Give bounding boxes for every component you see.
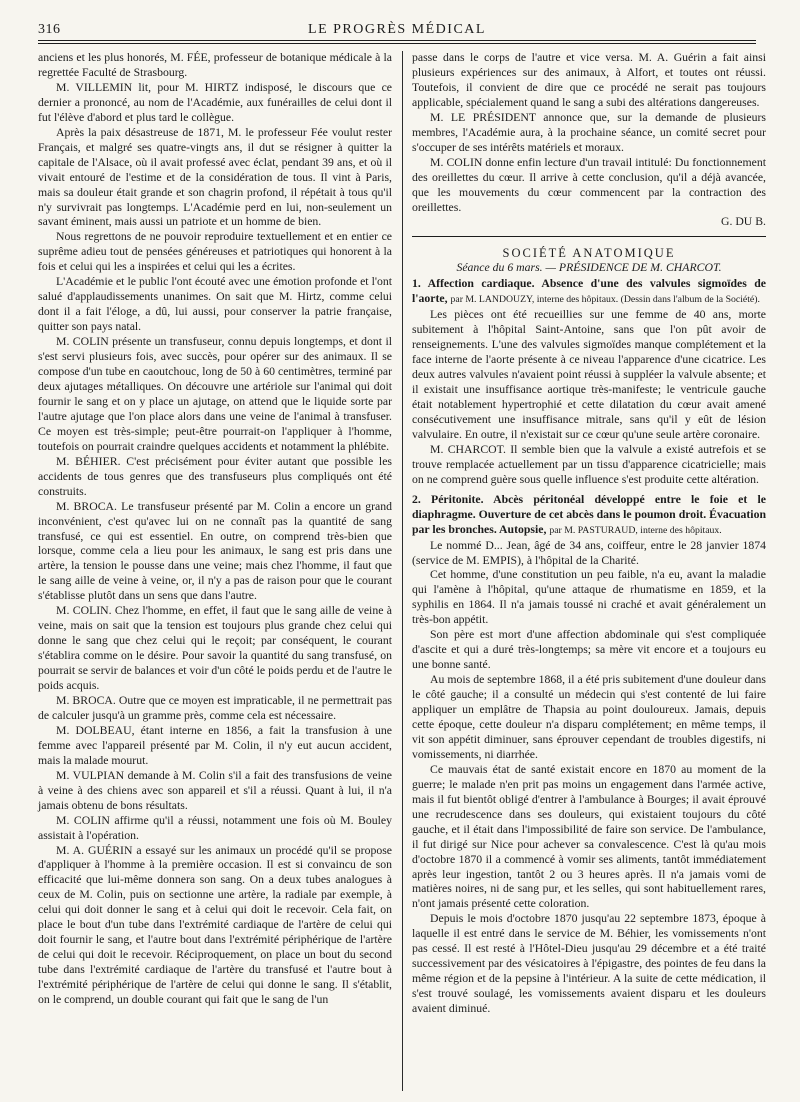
- header-rule: [38, 40, 756, 41]
- paragraph: M. BROCA. Outre que ce moyen est impraticable, il ne permettrait pas de calculer jusqu'à un gramme près, comme cela est nécessaire.: [38, 693, 392, 722]
- paragraph: M. VULPIAN demande à M. Colin s'il a fait des transfusions de veine à veine à des chiens avec son appareil et s'il a réussi. Quant à lui, il n'a jamais obtenu de bons résultats.: [38, 768, 392, 812]
- paragraph: Ce mauvais état de santé existait encore en 1870 au moment de la guerre; le malade n'en prit pas moins un engagement dans l'armée active, mais il fut bientôt obligé d'entrer à l'ambulance à Bourges; il avait éprouvé une recrudescence dans ses douleurs, qui existaient toujours du côté gauche, et il était dans l'impossibilité de faire son service. De l'ambulance, il fut dirigé sur Nice pour achever sa convalescence. C'est là qu'au mois d'octobre 1870 il a commencé à vomir ses aliments, tantôt immédiatement après leur ingestion, tantôt 2 ou 3 heures après. Il n'a jamais vomi de matières noires, ni de sang pur, et les selles, qui sont habituellement rares, n'ont jamais présenté cette coloration.: [412, 762, 766, 911]
- paragraph: Le nommé D... Jean, âgé de 34 ans, coiffeur, entre le 28 janvier 1874 (service de M. EMPIS), à l'hôpital de la Charité.: [412, 538, 766, 567]
- paragraph: M. DOLBEAU, étant interne en 1856, a fait la transfusion à une femme avec l'appareil présenté par M. Colin, il n'y eut aucun accident, mais la malade mourut.: [38, 723, 392, 767]
- article-title: 1. Affection cardiaque. Absence d'une des valvules sigmoïdes de l'aorte,: [412, 277, 766, 306]
- paragraph: Depuis le mois d'octobre 1870 jusqu'au 22 septembre 1873, époque à laquelle il est entré dans le service de M. Béhier, les vomissements n'ont pas cessé. Il est resté à l'Hôtel-Dieu jusqu'au 29 décembre et a été traité successivement par des vésicatoires à l'épigastre, des pointes de feu dans la même région et de la pepsine à l'intérieur. A la suite de cette médication, il s'est trouvé soulagé, les vomissements avaient disparu et les douleurs avaient diminué.: [412, 912, 766, 1016]
- paragraph: anciens et les plus honorés, M. FÉE, professeur de botanique médicale à la regrettée Faculté de Strasbourg.: [38, 51, 392, 79]
- paragraph: M. BROCA. Le transfuseur présenté par M. Colin a encore un grand inconvénient, c'est qu'avec lui on ne connaît pas la quantité de sang transfusé, ce qui est essentiel. En outre, on comprend très-bien que lorsque, comme cela a lieu pour les animaux, le sang est pris dans une artère, la tension le pousse dans une veine; mais chez l'homme, il faut que le sang aille de veine à veine, or, il n'y a pas de raison pour que le courant s'établisse plutôt dans un sens que dans l'autre.: [38, 499, 392, 603]
- journal-title: LE PROGRÈS MÉDICAL: [308, 22, 486, 37]
- paragraph: Après la paix désastreuse de 1871, M. le professeur Fée voulut rester Français, et malgré ses quatre-vingts ans, il dut se résigner à quitter la capitale de l'Alsace, où il avait professé avec éclat, pendant 39 ans, et où il vivait entouré de l'estime et de la considération de tous. Il vint à Paris, mais sa douleur était grande et son chagrin profond, il répétait à tous qu'il n'y survivrait pas longtemps. L'Académie perd en lui, non-seulement un savant éminent, mais aussi un patriote et un homme de bien.: [38, 125, 392, 229]
- paragraph: M. LE PRÉSIDENT annonce que, sur la demande de plusieurs membres, l'Académie aura, à la prochaine séance, un comité secret pour s'occuper de ses intérêts matériels et moraux.: [412, 110, 766, 154]
- article-title: 2. Péritonite. Abcès péritonéal développé entre le foie et le diaphragme. Ouverture de cet abcès dans le poumon droit. Évacuation par les bronches. Autopsie,: [412, 492, 766, 536]
- section-title: SOCIÉTÉ ANATOMIQUE: [502, 246, 676, 261]
- paragraph: L'Académie et le public l'ont écouté avec une émotion profonde et l'ont salué d'applaudissements unanimes. On sait que M. Hirtz, comme celui dont il a fait l'éloge, a dû, lui aussi, pour conserver la patrie française, quitter son pays natal.: [38, 275, 392, 334]
- paragraph: Les pièces ont été recueillies sur une femme de 40 ans, morte subitement à l'hôpital Saint-Antoine, sans que l'on pût avoir de renseignements. L'une des valvules sigmoïdes manque complétement et la face interne de l'aorte présente à ce niveau l'apparence d'une cicatrice. Les deux autres valvules n'avaient point réussi à suppléer la valvule absente; et il existait une insuffisance aortique très-manifeste; le ventricule gauche était notablement hypertrophié et cette dilatation du cœur avait amené consécutivement une insuffisance mitrale, sans qu'il y eût de lésion valvulaire. En outre, il n'existait sur ce cœur qu'une seule artère coronaire.: [412, 308, 766, 441]
- article-byline: par M. PASTURAUD, interne des hôpitaux.: [549, 524, 722, 536]
- paragraph: Son père est mort d'une affection abdominale qui s'est compliquée d'ascite et qui a duré très-longtemps; sa mère vit encore et a toujours eu une bonne santé.: [412, 628, 766, 672]
- paragraph: M. COLIN affirme qu'il a réussi, notamment une fois où M. Bouley assistait à l'opération.: [38, 813, 392, 842]
- section-divider: [412, 236, 766, 237]
- paragraph: M. BÉHIER. C'est précisément pour éviter autant que possible les accidents de tous genres que des transfuseurs plus compliqués ont été construits.: [38, 454, 392, 498]
- paragraph: M. COLIN. Chez l'homme, en effet, il faut que le sang aille de veine à veine, mais on sait que la tension est toujours plus grande chez celui qui donne le sang que chez celui qui le reçoit; par conséquent, le courant s'établira comme on le désire. Pour savoir la quantité du sang transfusé, on pourrait se servir de balances et voir d'un côté le poids perdu et de l'autre le poids acquis.: [38, 604, 392, 693]
- article-heading: [412, 277, 766, 308]
- author-signature: G. DU B.: [720, 215, 766, 229]
- paragraph: M. VILLEMIN lit, pour M. HIRTZ indisposé, le discours que ce dernier a prononcé, au nom de l'Académie, aux funérailles de celui dont il fut l'élève d'abord et plus tard le collègue.: [38, 80, 392, 124]
- paragraph: Au mois de septembre 1868, il a été pris subitement d'une douleur dans le côté gauche; il a consulté un médecin qui s'est contenté de lui faire appliquer un emplâtre de Thapsia au point douloureux. Jamais, depuis cette époque, cette douleur n'a disparu complétement; en même temps, il vit son appétit diminuer, sans éprouver cependant de troubles digestifs, ni vomissements, ni diarrhée.: [412, 673, 766, 761]
- paragraph: M. CHARCOT. Il semble bien que la valvule a existé autrefois et se trouve remplacée actuellement par un tissu d'apparence cicatricielle; mais on ne comprend guère sous quelle influence s'est produite cette altération.: [412, 442, 766, 486]
- paragraph: M. A. GUÉRIN a essayé sur les animaux un procédé qu'il se propose d'appliquer à l'homme à la première occasion. Il est si convaincu de son efficacité que lui-même donnera son sang. On a deux tubes analogues à ceux de M. Colin, puis on sectionne une artère, la radiale par exemple, à celui qui doit donner le sang et à celui qui doit le recevoir. Cela fait, on place le bout d'un tube dans l'extrémité cardiaque de l'artère de celui qui doit fournir le sang, et l'autre bout dans l'extrémité périphérique de l'artère de celui qui doit le recevoir. Réciproquement, on place un bout du second tube dans l'extrémité cardiaque de l'artère du transfusé et l'autre bout à l'extrémité périphérique de l'artère de celui qui donne le sang. Il s'établit, on le comprend, un double courant qui fait que le sang de l'un: [38, 843, 392, 1007]
- article-byline: par M. LANDOUZY, interne des hôpitaux. (Dessin dans l'album de la Société).: [450, 294, 760, 306]
- paragraph: passe dans le corps de l'autre et vice versa. M. A. Guérin a fait ainsi plusieurs expériences sur des animaux, à Alfort, et toutes ont réussi. Toutefois, il convient de dire que ce procédé ne serait pas toujours applicable, spécialement quand le sang a subi des altérations dangereuses.: [412, 51, 766, 109]
- left-column: [38, 51, 392, 1008]
- paragraph: Nous regrettons de ne pouvoir reproduire textuellement et en entier ce suprême adieu tout de pensées généreuses et patriotiques qui honorent à la fois et celui qui les a inspirées et celui qui les a écrites.: [38, 230, 392, 274]
- column-divider: [402, 51, 403, 1091]
- paragraph: M. COLIN présente un transfuseur, connu depuis longtemps, et dont il s'est servi plusieurs fois, avec succès, pour opérer sur des animaux. Il se compose d'un tube en caoutchouc, long de 50 à 60 centimètres, terminé par deux ajutages métalliques. On découvre une artériole sur l'animal qui doit fournir le sang et on y place un ajutage, on attend que le liquide sorte par l'autre ajutage que l'on place alors dans une veine de l'animal à transfuser. Ce moyen est très-simple; peut-être pourrait-on l'appliquer à l'homme, toutefois on pourrait craindre quelques accidents et notamment la phlébite.: [38, 335, 392, 453]
- article-heading: [412, 493, 766, 539]
- page-number: 316: [38, 22, 61, 37]
- header-rule-thin: [38, 43, 756, 44]
- paragraph: Cet homme, d'une constitution un peu faible, n'a eu, avant la maladie qui l'amène à l'hôpital, qu'une attaque de rhumatisme en 1859, et la syphilis en 1864. Il n'a jamais toussé ni craché et avait généralement un très-bon appétit.: [412, 568, 766, 627]
- right-column: [412, 51, 766, 1017]
- paragraph: M. COLIN donne enfin lecture d'un travail intitulé: Du fonctionnement des oreillettes du cœur. Il arrive à cette conclusion, qu'il a déjà avancée, que les mouvements du cœur commencent par la contraction des oreillettes.: [412, 155, 766, 214]
- session-line: Séance du 6 mars. — PRÉSIDENCE DE M. CHARCOT.: [456, 261, 722, 275]
